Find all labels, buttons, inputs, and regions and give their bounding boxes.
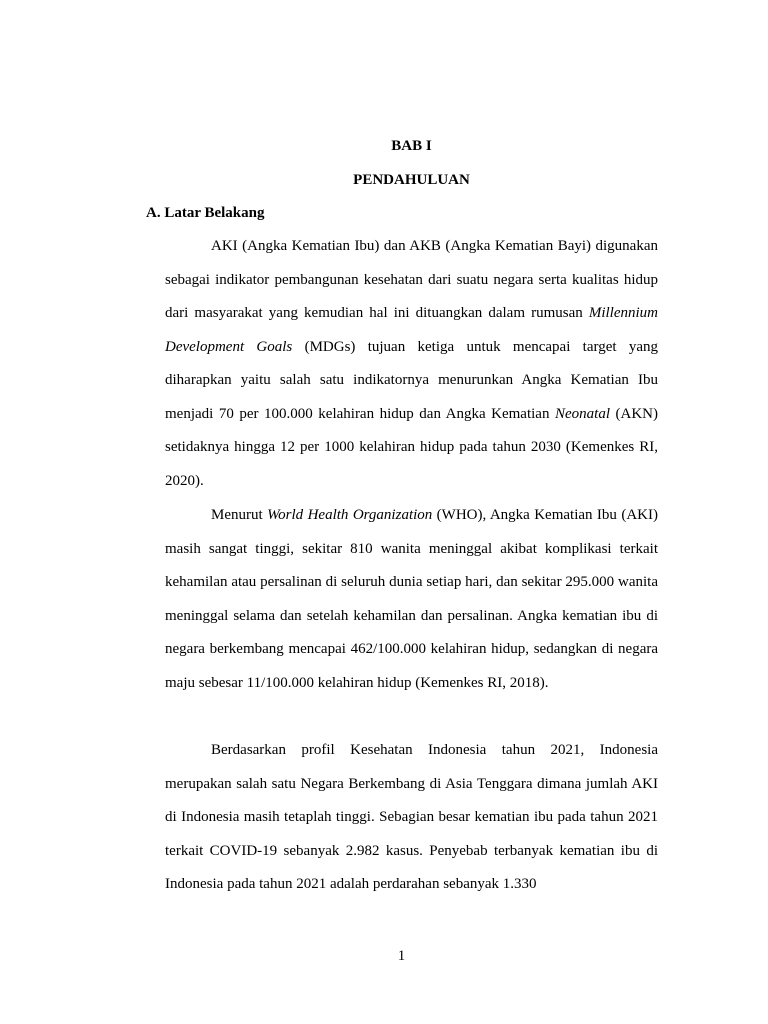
paragraph — [165, 499, 658, 700]
page-number: 1 — [397, 948, 406, 964]
paragraph-text: (WHO), Angka Kematian Ibu (AKI) masih sangat tinggi, sekitar 810 wanita meninggal akibat komplikasi terkait kehamilan atau persalinan di seluruh dunia setiap hari, dan sekitar 295.000 wanita meninggal selama dan setelah kehamilan dan persalinan. Angka kematian ibu di negara berkembang mencapai 462/100.000 kelahiran hidup, sedangkan di negara maju sebesar 11/100.000 kelahiran hidup (Kemenkes RI, 2018). — [165, 507, 658, 691]
paragraph-text-italic: World Health Organization — [267, 507, 433, 523]
paragraph-text-italic: Neonatal — [554, 405, 610, 422]
paragraph — [165, 230, 658, 498]
paragraph-text: AKI (Angka Kematian Ibu) dan AKB (Angka Kematian Bayi) digunakan sebagai indikator pembangunan kesehatan dari suatu negara serta kualitas hidup dari masyarakat yang kemudian hal ini dituangkan dalam rumusan — [165, 238, 658, 321]
chapter-number: BAB I — [391, 138, 432, 154]
paragraph — [165, 734, 658, 902]
paragraph-text-italic: Millennium Development Goals — [165, 305, 658, 355]
paragraph-text: Berdasarkan profil Kesehatan Indonesia tahun 2021, Indonesia merupakan salah satu Negara Berkembang di Asia Tenggara dimana jumlah AKI di Indonesia masih tetaplah tinggi. Sebagian besar kematian ibu pada tahun 2021 terkait COVID-19 sebanyak 2.982 kasus. Penyebab terbanyak kematian ibu di Indonesia pada tahun 2021 adalah perdarahan sebanyak 1.330 — [165, 742, 658, 892]
chapter-title: PENDAHULUAN — [353, 172, 470, 188]
paragraph-text: Menurut — [211, 507, 268, 523]
paragraph-text: (AKN) setidaknya hingga 12 per 1000 kelahiran hidup pada tahun 2030 (Kemenkes RI, 2020). — [165, 405, 658, 489]
section-heading: A. Latar Belakang — [146, 205, 265, 221]
paragraph-text: (MDGs) tujuan ketiga untuk mencapai target yang diharapkan yaitu salah satu indikatornya menurunkan Angka Kematian Ibu menjadi 70 per 100.000 kelahiran hidup dan Angka Kematian — [165, 338, 659, 422]
